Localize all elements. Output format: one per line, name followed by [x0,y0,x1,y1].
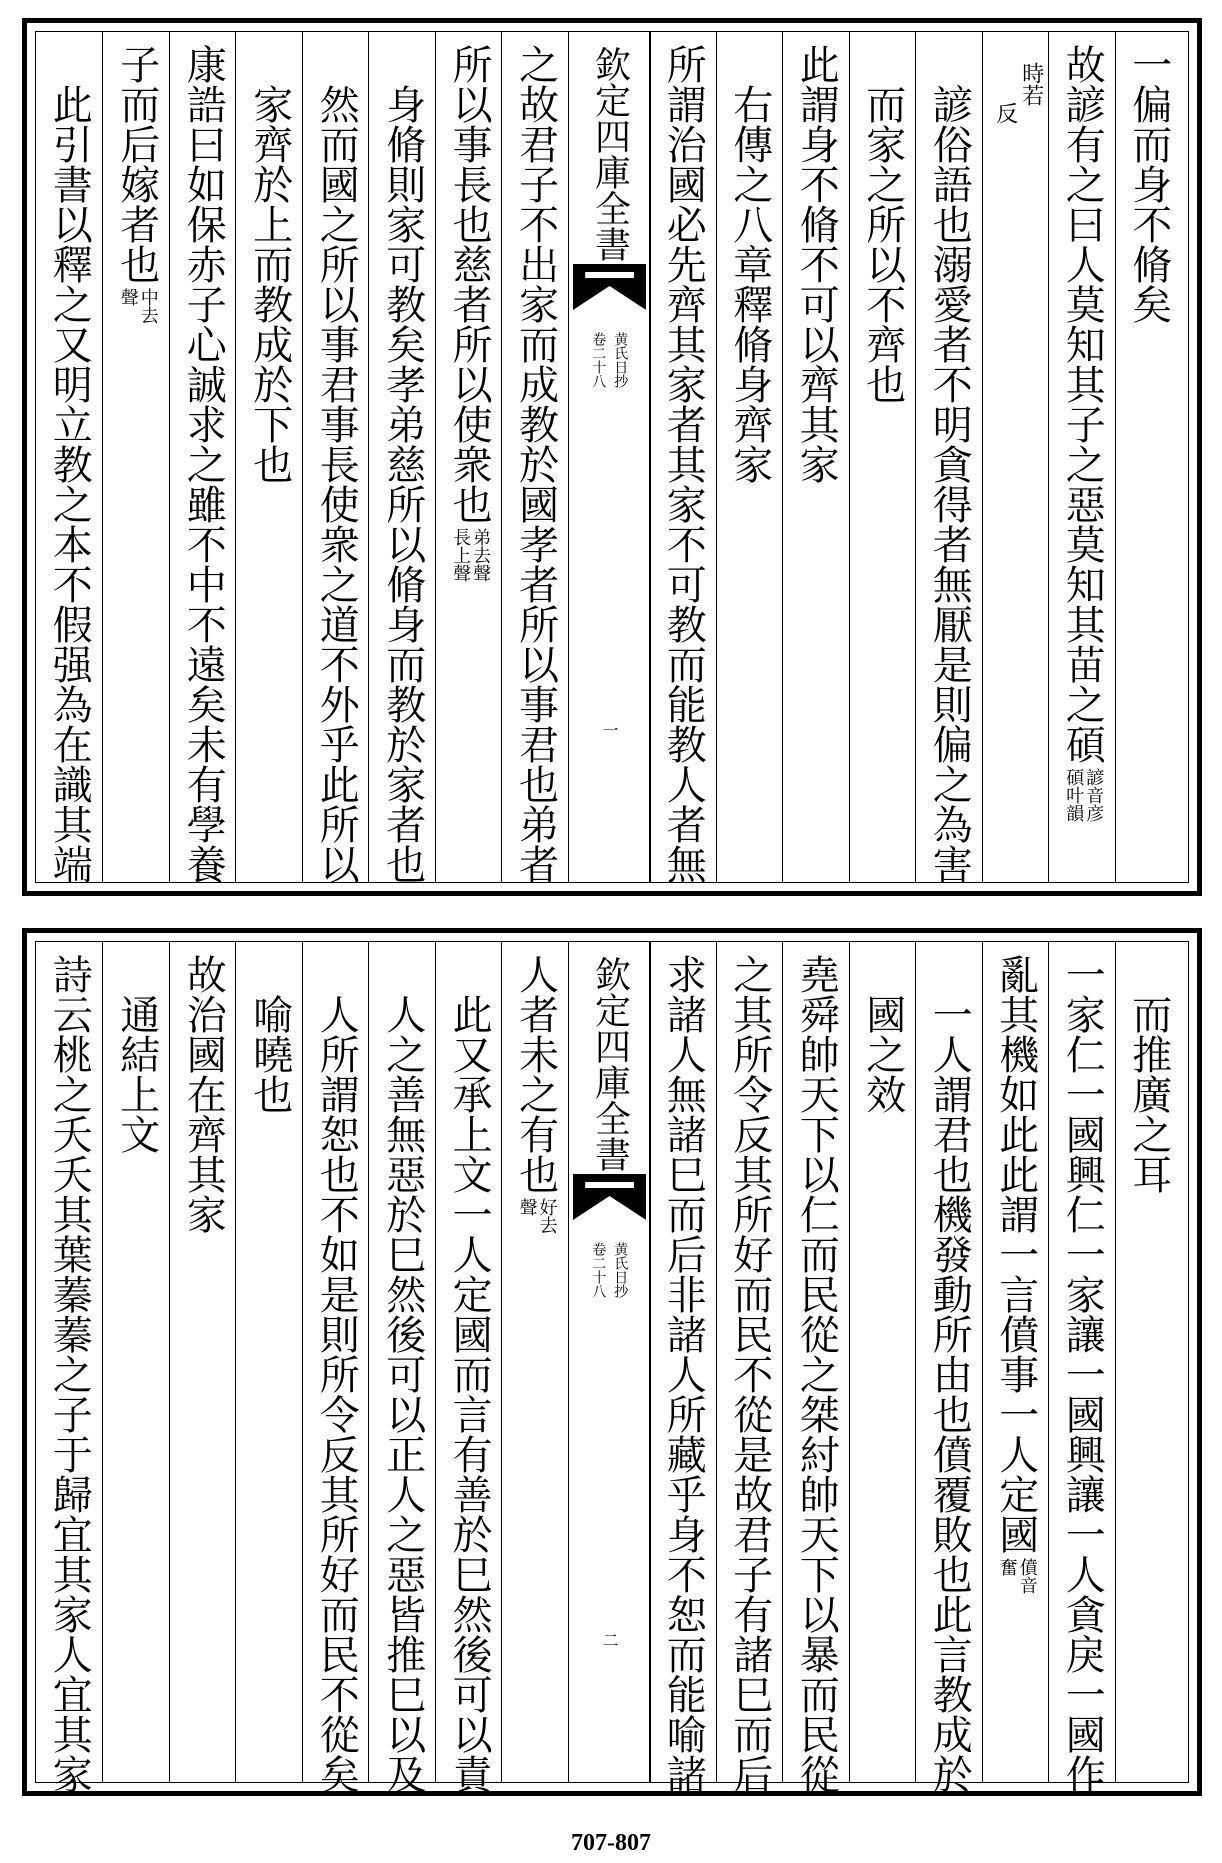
text-column [368,942,435,1794]
text-column [649,32,716,882]
text-column [235,942,302,1782]
text-column [1048,32,1115,882]
annotation-note: 好去 [536,1198,558,1234]
bottom-page-grid [35,941,1189,1794]
volume-number: 卷二十八 [590,1242,607,1298]
text-column [235,32,302,882]
top-page-grid [35,31,1189,883]
column-text: 諺俗語也溺愛者不明貪得者無厭是則偏之為害 [926,84,973,884]
text-column [1115,942,1182,1782]
center-fold-column [568,942,651,1782]
column-text: 一家仁一國興仁一家讓一國興讓一人貪戾一國作 [1059,954,1106,1794]
top-page-frame [22,18,1202,896]
column-text: 所以事長也慈者所以使衆也 [446,44,493,524]
text-column [102,32,169,882]
column-text: 求諸人無諸巳而后非諸人所藏乎身不恕而能喻諸 [660,954,707,1794]
collection-title: 欽定四庫全書 [589,46,631,262]
annotation-note: 僨音 [1016,1558,1038,1594]
book-title: 黄氏日抄 [612,1242,629,1298]
text-column [982,32,1049,882]
text-column [915,32,982,882]
bottom-page-frame [22,928,1202,1796]
text-column [501,32,568,882]
page-number: 二 [599,1632,619,1648]
column-text: 喻曉也 [246,994,293,1114]
column-text: 所謂治國必先齊其家者其家不可教而能教人者無 [660,44,707,884]
column-text: 然而國之所以事君事長使衆之道不外乎此所以 [313,84,360,884]
annotation-note: 弟去聲 [470,528,492,582]
page-number: 一 [599,722,619,738]
annotation-note: 長上聲 [450,528,472,582]
column-text: 故治國在齊其家 [180,954,227,1234]
text-column [302,942,369,1794]
text-column [169,32,236,882]
text-column [849,32,916,882]
annotation-note: 諺音彦 [1083,768,1105,822]
column-text: 子而后嫁者也 [113,44,160,284]
text-column [1048,942,1115,1794]
text-column [716,32,783,882]
volume-number: 卷二十八 [590,332,607,388]
book-title: 黄氏日抄 [612,332,629,388]
column-text: 而推廣之耳 [1125,994,1172,1194]
column-text: 國之效 [859,994,906,1114]
annotation-note: 奮 [996,1558,1018,1576]
text-column [782,942,849,1794]
column-text: 通結上文 [113,994,160,1154]
annotation-note: 聲 [117,288,139,306]
column-text: 人之善無惡於巳然後可以正人之惡皆推巳以及 [379,994,426,1794]
text-column [1115,32,1182,882]
column-text: 故諺有之曰人莫知其子之惡莫知其苗之碩 [1059,44,1106,764]
column-text: 之其所令反其所好而民不從是故君子有諸巳而后 [726,954,773,1794]
text-column [915,942,982,1794]
text-column [982,942,1049,1782]
column-text: 此引書以釋之又明立教之本不假强為在識其端 [46,84,93,884]
annotation-note: 時若 [1018,62,1044,106]
annotation-note: 反 [992,102,1018,124]
text-column [169,942,236,1782]
column-text: 此又承上文一人定國而言有善於巳然後可以責 [446,994,493,1794]
column-text: 而家之所以不齊也 [859,84,906,404]
column-text: 之故君子不出家而成教於國孝者所以事君也弟者 [512,44,559,884]
fish-tail-mark-icon [573,264,646,310]
text-column [782,32,849,882]
column-text: 詩云桃之夭夭其葉蓁蓁之子于歸宜其家人宜其家 [46,954,93,1794]
annotation-note: 中去 [137,288,159,324]
page-code: 707-807 [571,1830,651,1856]
fish-tail-mark-icon [573,1174,646,1220]
collection-title: 欽定四庫全書 [589,956,631,1172]
column-text: 一偏而身不脩矣 [1125,44,1172,324]
column-text: 家齊於上而教成於下也 [246,84,293,484]
text-column [368,32,435,882]
column-text: 此謂身不脩不可以齊其家 [793,44,840,484]
text-column [36,32,102,882]
text-column [649,942,716,1794]
column-text: 一人謂君也機發動所由也僨覆敗也此言教成於 [926,994,973,1794]
column-text: 右傳之八章釋脩身齊家 [726,84,773,484]
text-column [716,942,783,1794]
annotation-note: 聲 [516,1198,538,1216]
column-text: 人所謂恕也不如是則所令反其所好而民不從矣 [313,994,360,1794]
column-text: 亂其機如此此謂一言僨事一人定國 [992,954,1039,1554]
text-column [36,942,102,1794]
text-column [435,942,502,1794]
column-text: 人者未之有也 [512,954,559,1194]
text-column [102,942,169,1782]
text-column [849,942,916,1782]
column-text: 身脩則家可教矣孝弟慈所以脩身而教於家者也 [379,84,426,884]
column-text: 堯舜帥天下以仁而民從之桀紂帥天下以暴而民從 [793,954,840,1794]
text-column [302,32,369,882]
column-text: 康誥曰如保赤子心誠求之雖不中不遠矣未有學養 [180,44,227,884]
text-column [501,942,568,1782]
annotation-note: 碩叶韻 [1063,768,1085,822]
text-column [435,32,502,882]
center-fold-column [568,32,651,882]
